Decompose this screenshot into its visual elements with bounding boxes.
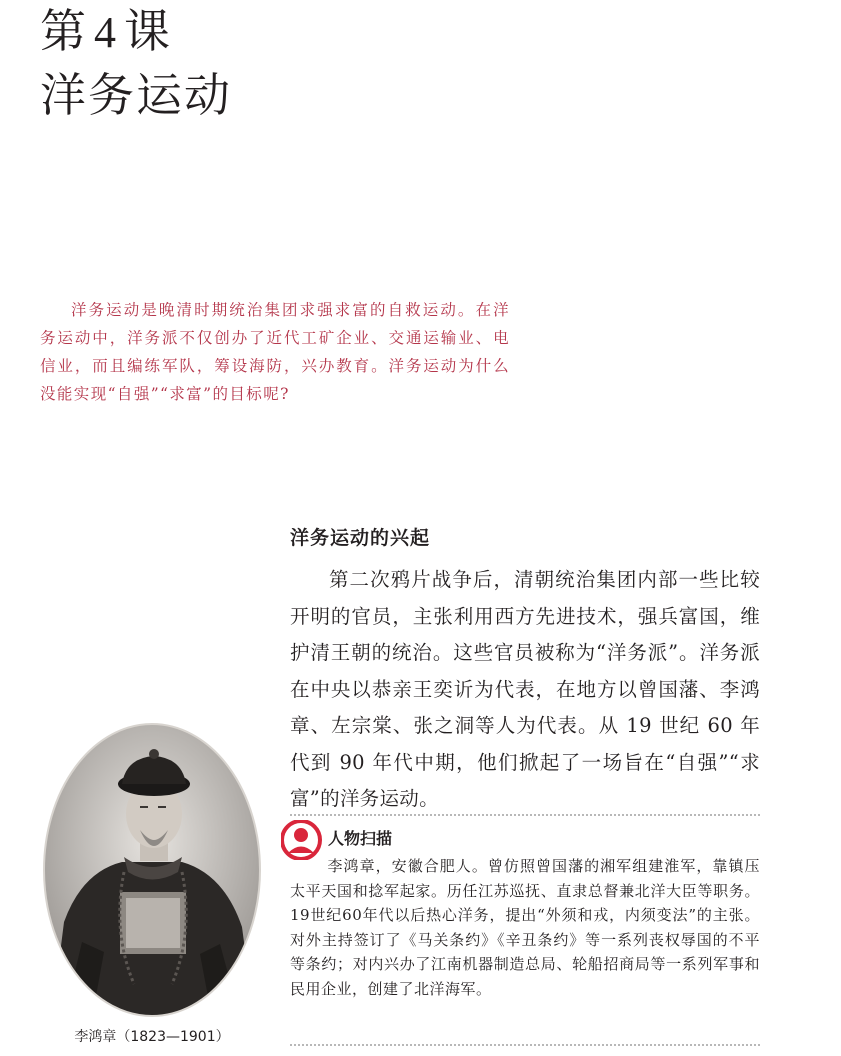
lesson-number: 4 bbox=[94, 8, 118, 57]
profile-text: 李鸿章，安徽合肥人。曾仿照曾国藩的湘军组建淮军，靠镇压太平天国和捻军起家。历任江苏巡抚、直隶总督兼北洋大臣等职务。19世纪60年代以后热心洋务，提出“外须和戎，内须变法”的主张。对外主持签订了《马关条约》《辛丑条约》等一系列丧权辱国的不平等条约；对内兴办了江南机器制造总局、轮船招商局等一系列军事和民用企业，创建了北洋海军。 bbox=[290, 857, 760, 998]
lesson-suffix: 课 bbox=[124, 4, 172, 58]
lesson-name: 洋务运动 bbox=[40, 68, 232, 122]
intro-paragraph: 洋务运动是晚清时期统治集团求强求富的自救运动。在洋务运动中，洋务派不仅创办了近代工矿企业、交通运输业、电信业，而且编练军队，筹设海防，兴办教育。洋务运动为什么没能实现“自强”“求富”的目标呢? bbox=[40, 301, 510, 403]
box-bottom-divider bbox=[290, 1044, 760, 1046]
section-heading: 洋务运动的兴起 bbox=[290, 527, 431, 549]
section-body: 第二次鸦片战争后，清朝统治集团内部一些比较开明的官员，主张利用西方先进技术，强兵富国，维护清王朝的统治。这些官员被称为“洋务派”。洋务派在中央以恭亲王奕䜣为代表，在地方以曾国藩、李鸿章、左宗棠、张之洞等人为代表。从 19 世纪 60 年代到 90 年代中期，他们掀起了一场旨在“自强”“求富”的洋务运动。 bbox=[290, 568, 760, 810]
portrait-photo bbox=[42, 722, 262, 1018]
portrait-caption: 李鸿章（1823—1901） bbox=[74, 1029, 230, 1045]
box-top-divider bbox=[290, 814, 760, 816]
profile-heading: 人物扫描 bbox=[328, 829, 393, 848]
lesson-title bbox=[40, 0, 232, 126]
lesson-prefix: 第 bbox=[40, 4, 88, 58]
